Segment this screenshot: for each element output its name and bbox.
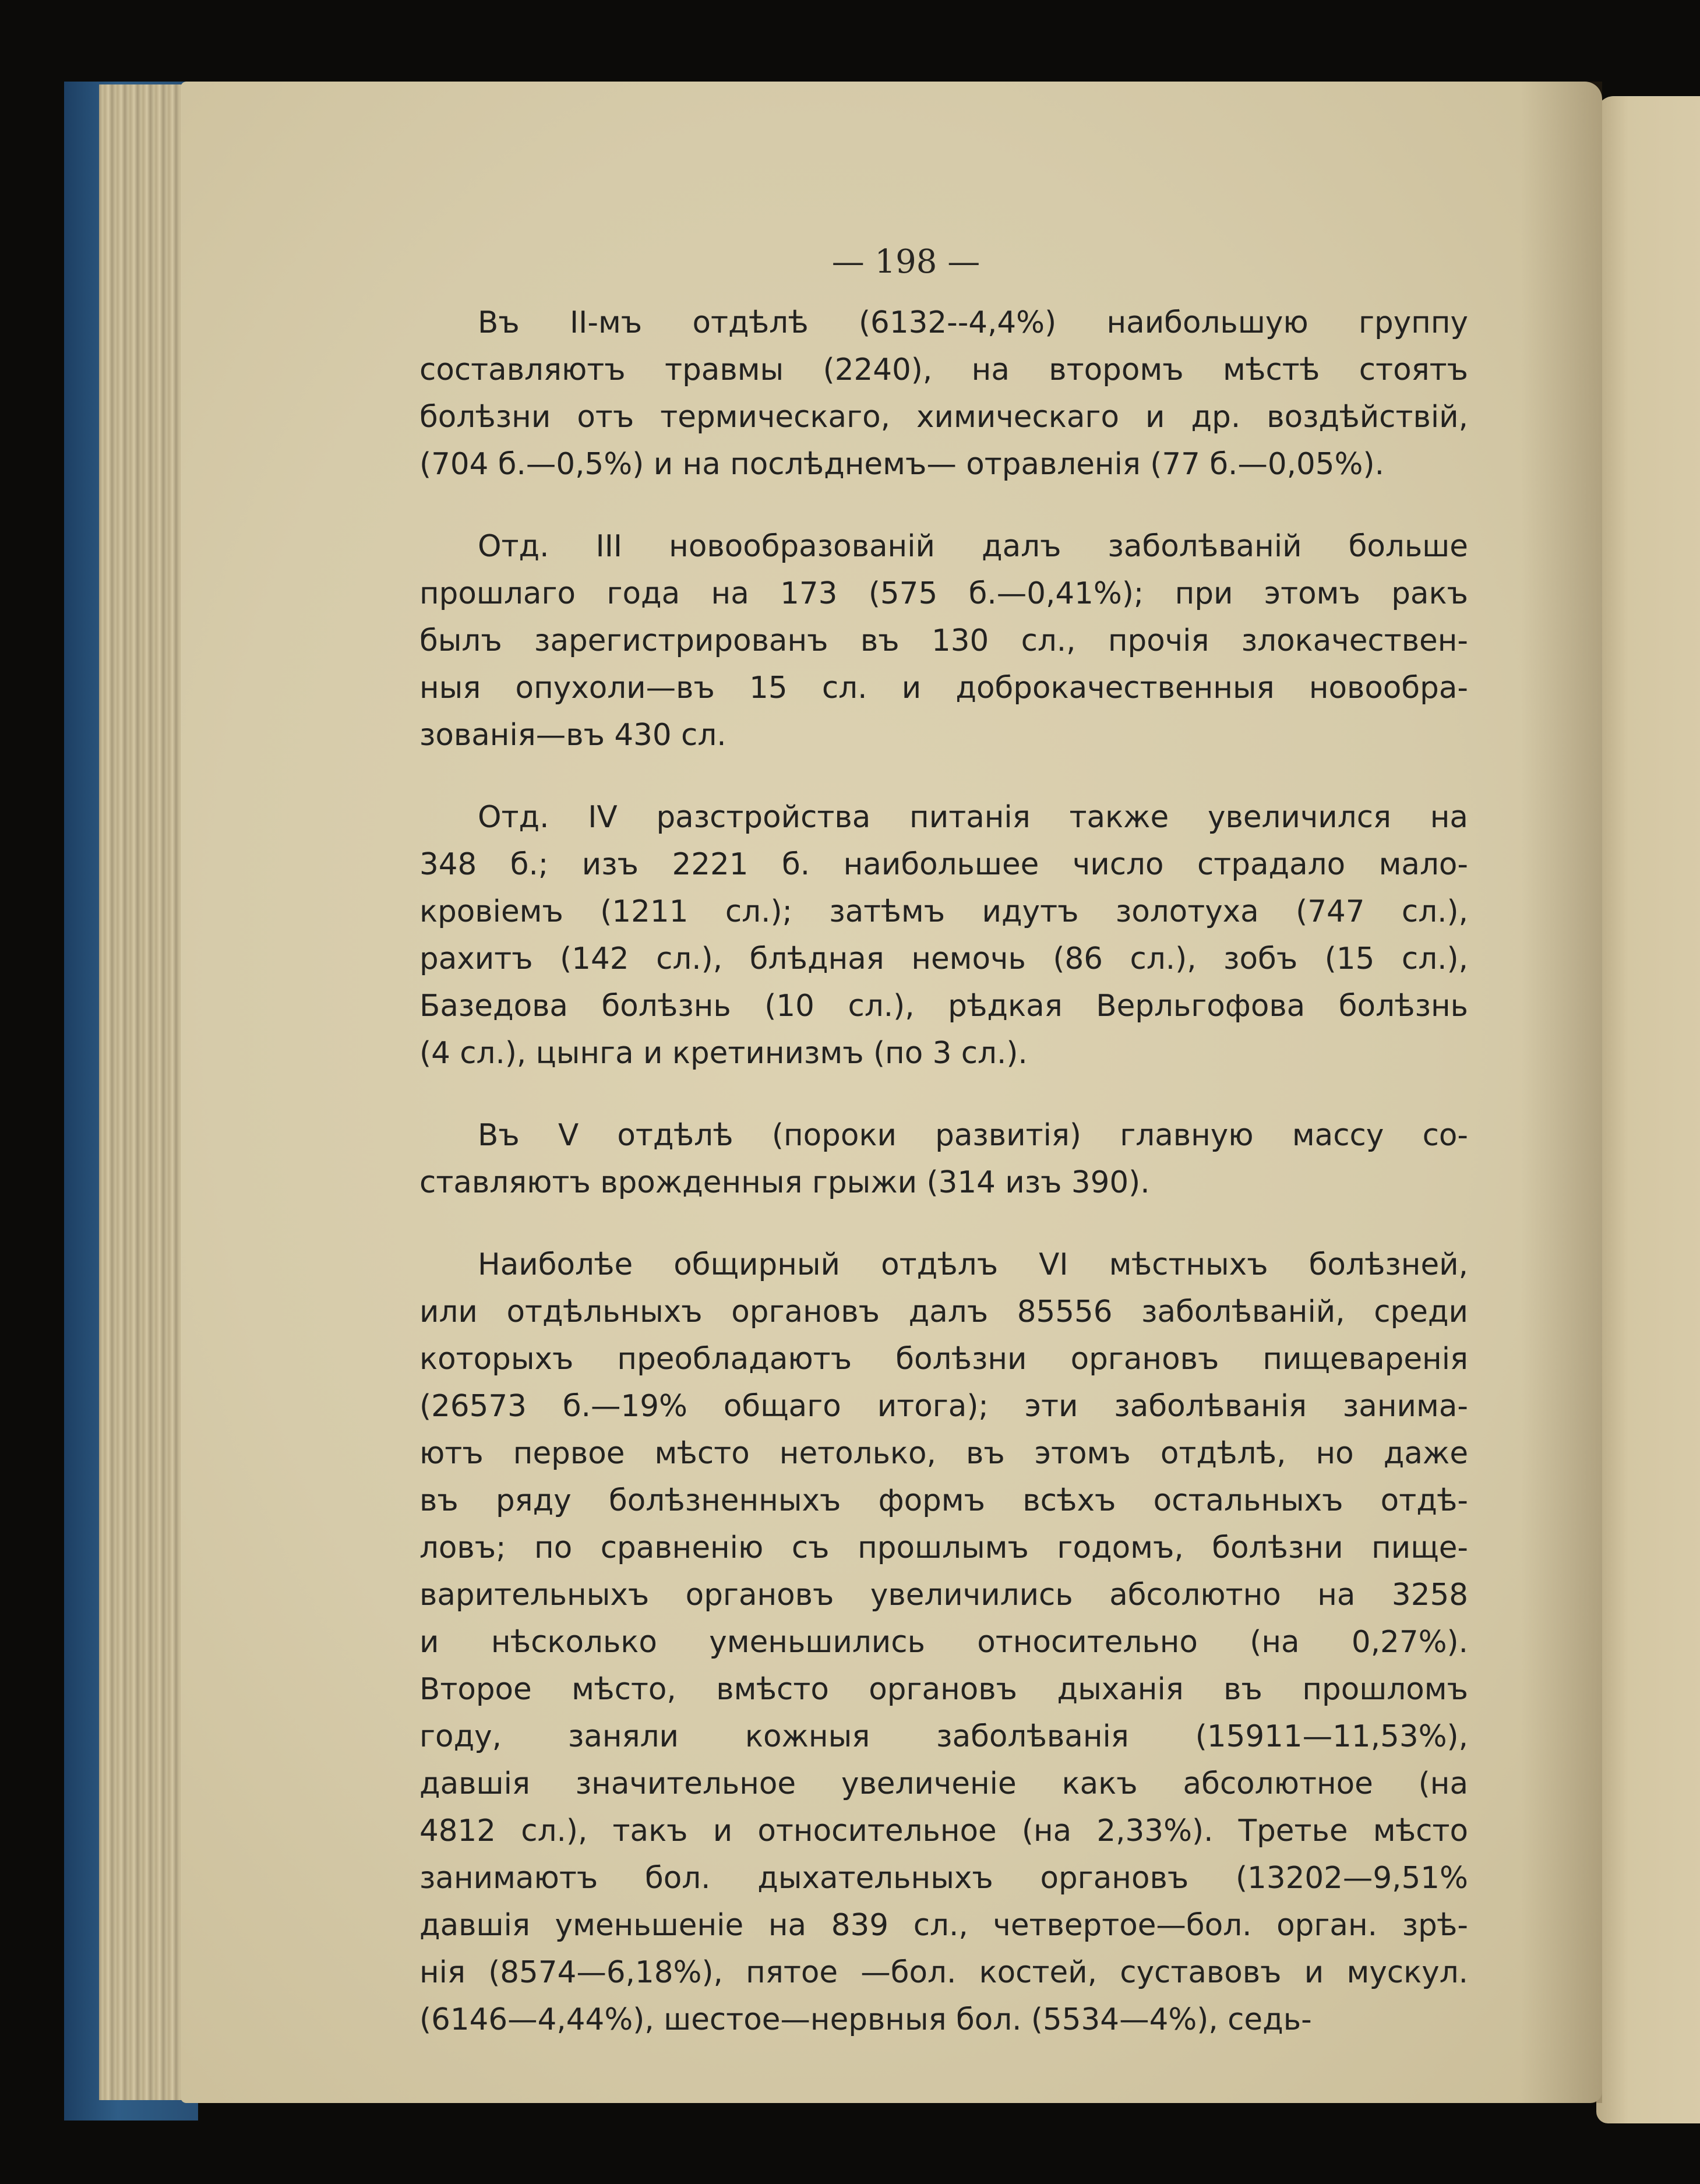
text-line: прошлаго года на 173 (575 б.—0,41%); при этомъ ракъ xyxy=(419,576,1468,611)
text-line: (6146—4,44%), шестое—нервныя бол. (5534—4%), седь- xyxy=(419,2002,1312,2037)
text-line: давшія уменьшеніе на 839 сл., четвертое—бол. орган. зрѣ- xyxy=(419,1908,1468,1943)
text-line: (4 сл.), цынга и кретинизмъ (по 3 сл.). xyxy=(419,1036,1028,1071)
text-line: ставляютъ врожденныя грыжи (314 изъ 390). xyxy=(419,1165,1150,1200)
text-line: Отд. III новообразованій далъ заболѣваній больше xyxy=(478,529,1468,564)
paragraph xyxy=(419,523,1468,759)
text-line: зованія—въ 430 сл. xyxy=(419,718,726,753)
text-line: занимаютъ бол. дыхательныхъ органовъ (13202—9,51% xyxy=(419,1861,1468,1896)
facing-page xyxy=(1596,96,1700,2123)
text-line: Базедова болѣзнь (10 сл.), рѣдкая Верльгофова болѣзнь xyxy=(419,989,1468,1024)
text-line: давшія значительное увеличеніе какъ абсолютное (на xyxy=(419,1766,1468,1801)
paragraph xyxy=(419,794,1468,1077)
text-line: варительныхъ органовъ увеличились абсолютно на 3258 xyxy=(419,1578,1468,1613)
paragraph xyxy=(419,1112,1468,1206)
paragraph xyxy=(419,299,1468,488)
text-line: ныя опухоли—въ 15 сл. и доброкачественныя новообра- xyxy=(419,671,1468,705)
text-line: нія (8574—6,18%), пятое —бол. костей, суставовъ и мускул. xyxy=(419,1955,1468,1990)
page-content xyxy=(419,233,1468,2079)
text-line: рахитъ (142 сл.), блѣдная немочь (86 сл.), зобъ (15 сл.), xyxy=(419,941,1468,976)
page-number: — 198 — xyxy=(831,243,981,281)
text-line: Второе мѣсто, вмѣсто органовъ дыханія въ прошломъ xyxy=(419,1672,1468,1707)
text-line: которыхъ преобладаютъ болѣзни органовъ пищеваренія xyxy=(419,1342,1468,1377)
paragraph xyxy=(419,1241,1468,2044)
text-line: Въ V отдѣлѣ (пороки развитія) главную массу со- xyxy=(478,1118,1468,1153)
text-line: (26573 б.—19% общаго итога); эти заболѣванія занима- xyxy=(419,1389,1468,1424)
text-line: ютъ первое мѣсто нетолько, въ этомъ отдѣлѣ, но даже xyxy=(419,1436,1468,1471)
text-line: 348 б.; изъ 2221 б. наибольшее число страдало мало- xyxy=(419,847,1468,882)
text-line: (704 б.—0,5%) и на послѣднемъ— отравленія (77 б.—0,05%). xyxy=(419,447,1384,482)
text-line: составляютъ травмы (2240), на второмъ мѣстѣ стоятъ xyxy=(419,352,1468,387)
text-line: или отдѣльныхъ органовъ далъ 85556 заболѣваній, среди xyxy=(419,1294,1468,1329)
body-text xyxy=(419,299,1468,2044)
text-line: былъ зарегистрированъ въ 130 сл., прочія злокачествен- xyxy=(419,623,1468,658)
text-line: кровіемъ (1211 сл.); затѣмъ идутъ золотуха (747 сл.), xyxy=(419,894,1468,929)
text-line: и нѣсколько уменьшились относительно (на 0,27%). xyxy=(419,1625,1468,1660)
text-line: году, заняли кожныя заболѣванія (15911—11,53%), xyxy=(419,1719,1468,1754)
text-line: 4812 сл.), такъ и относительное (на 2,33%). Третье мѣсто xyxy=(419,1813,1468,1848)
text-line: Наиболѣе общирный отдѣлъ VI мѣстныхъ болѣзней, xyxy=(478,1247,1468,1282)
text-line: болѣзни отъ термическаго, химическаго и др. воздѣйствій, xyxy=(419,400,1468,435)
text-line: ловъ; по сравненію съ прошлымъ годомъ, болѣзни пище- xyxy=(419,1530,1468,1565)
text-line: Отд. IV разстройства питанія также увеличился на xyxy=(478,800,1468,835)
text-line: Въ II-мъ отдѣлѣ (6132--4,4%) наибольшую группу xyxy=(478,305,1468,340)
text-line: въ ряду болѣзненныхъ формъ всѣхъ остальныхъ отдѣ- xyxy=(419,1483,1468,1518)
